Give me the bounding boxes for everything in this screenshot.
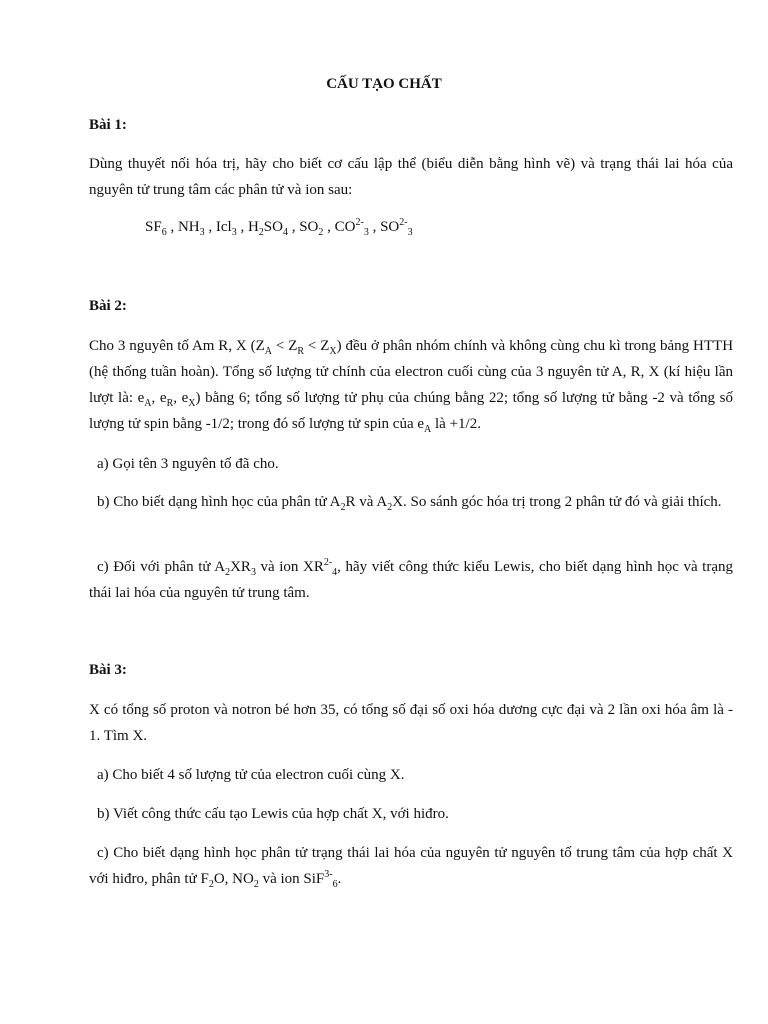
bai3-heading: Bài 3:: [89, 662, 127, 678]
bai3-text: [89, 697, 733, 749]
bai2-item-c: [89, 554, 733, 606]
bai3-item-c: [89, 840, 733, 892]
bai3-item-b: [89, 801, 733, 827]
bai2-text-content: Cho 3 nguyên tố Am R, X $(Z_A < Z_R < Z_X)$ đều ở phân nhóm chính và không cùng chu kì trong bảng HTTH (hệ thống tuần hoàn). Tổng số lượng tử chính của electron cuối cùng của 3 nguyên tử A, R, X (kí hiệu lần lượt là: $e_A$, $e_R$, $e_X$) bằng 6; tổng số lượng tử phụ của chúng bằng 22; tổng số lượng tử bằng -2 và tổng số lượng tử spin bằng -1/2; trong đó số lượng tử spin của $e_A$ là +1/2.: [89, 338, 734, 435]
bai2-item-b-text: b) Cho biết dạng hình học của phân tử $A_2R$ và $A_2X$. So sánh góc hóa trị trong 2 phân tử đó và giải thích.: [97, 494, 722, 513]
bai2-text: [89, 333, 733, 437]
bai3-text-content: X có tổng số proton và notron bé hơn 35, có tổng số đại số oxi hóa dương cực đại và 2 lần oxi hóa âm là - 1. Tìm X.: [89, 702, 733, 744]
bai2-item-c-text: c) Đối với phân tử $A_2XR_3$ và ion $XR^{2-}_4$, hãy viết công thức kiểu Lewis, cho biết dạng hình học và trạng thái lai hóa của nguyên tử trung tâm.: [89, 557, 733, 601]
bai1-text: [89, 151, 733, 203]
bai2-heading: Bài 2:: [89, 298, 127, 314]
bai1-formula-content: $SF_6$ , $NH_3$ , Icl$_3$ , $H_2SO_4$ , $SO_2$ , $CO^{2-}_3$ , $SO^{2-}_3$: [145, 217, 413, 238]
bai3-item-c-text: c) Cho biết dạng hình học phân tử trạng thái lai hóa của nguyên tử nguyên tố trung tâm của hợp chất X với hiđro, phân tử $F_2O$, $NO_2$ và ion SiF$^{3-}_6$.: [89, 845, 733, 890]
bai1-heading: Bài 1:: [89, 117, 127, 133]
bai1-formula: [145, 219, 413, 236]
bai3-item-a-text: a) Cho biết 4 số lượng tử của electron cuối cùng X.: [97, 767, 405, 783]
bai2-item-a: [89, 451, 733, 477]
bai3-item-a: [89, 762, 733, 788]
bai3-item-b-text: b) Viết công thức cấu tạo Lewis của hợp chất X, với hiđro.: [97, 806, 449, 822]
bai2-item-b: [89, 489, 733, 515]
page-title: CẤU TẠO CHẤT: [326, 76, 442, 92]
bai1-text-content: Dùng thuyết nối hóa trị, hãy cho biết cơ cấu lập thể (biểu diễn bằng hình vẽ) và trạng thái lai hóa của nguyên tử trung tâm các phân tử và ion sau:: [89, 156, 733, 198]
bai2-item-a-text: a) Gọi tên 3 nguyên tố đã cho.: [97, 456, 279, 472]
